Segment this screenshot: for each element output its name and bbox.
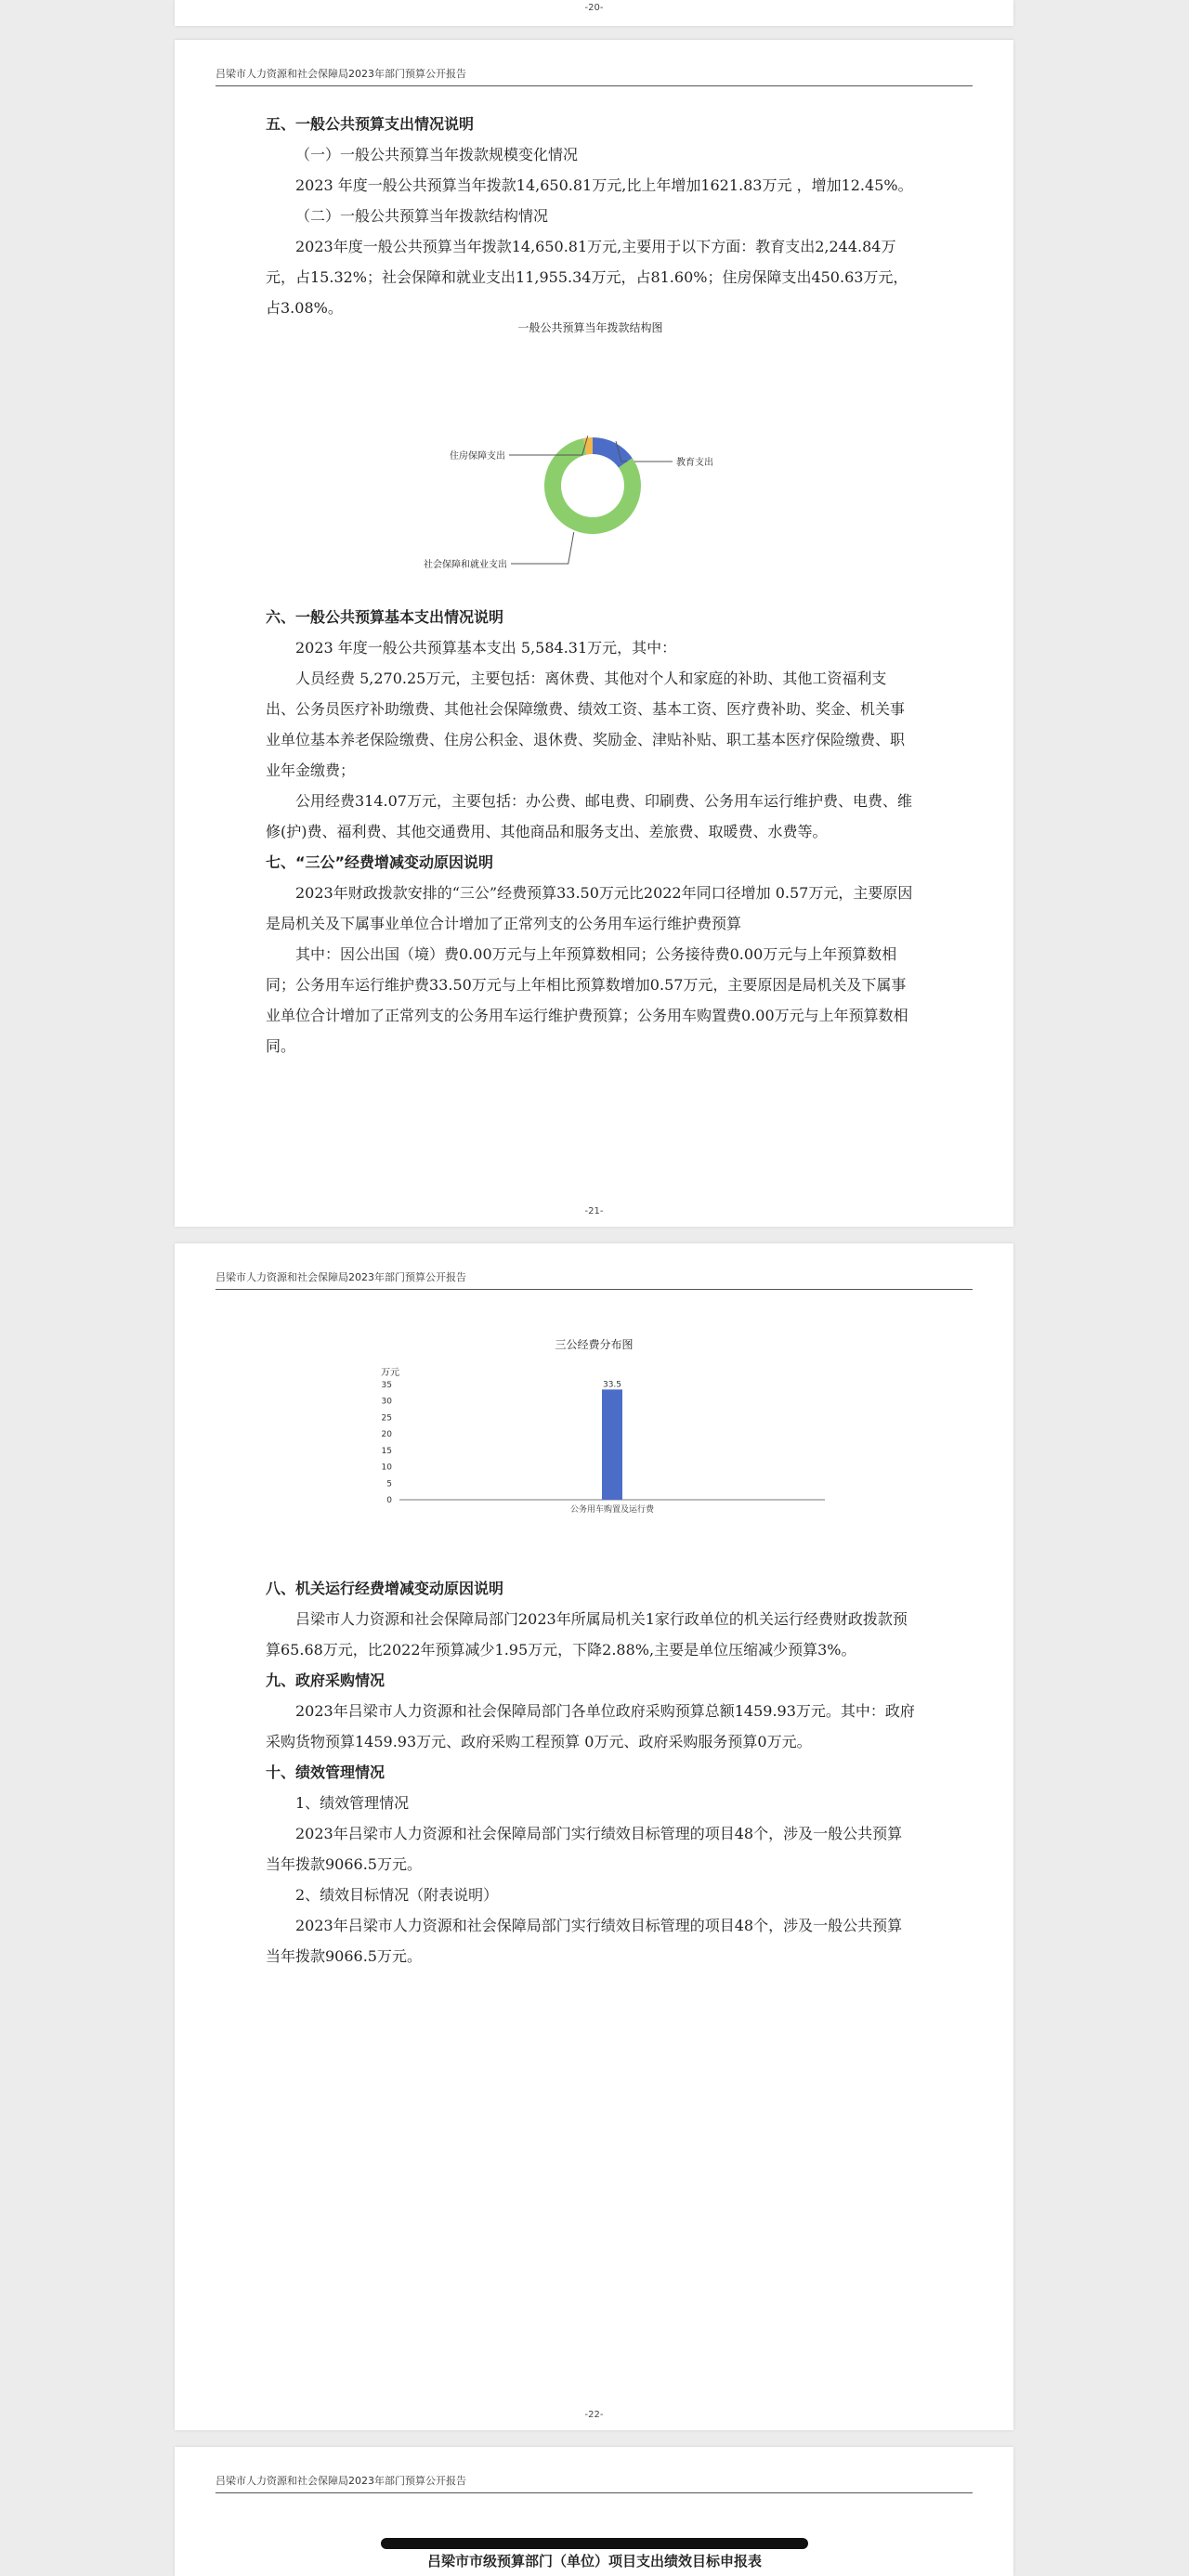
section-5-subtitle-2: （二）一般公共预算当年拨款结构情况 [295,207,549,225]
home-indicator[interactable] [381,2538,808,2549]
donut-label-3: 住房保障支出 [450,451,505,462]
donut-label-2: 社会保障和就业支出 [424,560,507,570]
section-10-subtitle-2: 2、绩效目标情况（附表说明） [295,1886,499,1904]
page-number: -21- [584,1206,604,1216]
section-7-paragraph-1: 2023年财政拨款安排的“三公”经费预算33.50万元比2022年同口径增加 0.57万元，主要原因是局机关及下属事业单位合计增加了正常列支的公务用车运行维护费预算 [266,884,913,932]
section-5-title: 五、一般公共预算支出情况说明 [266,115,475,133]
donut-slice-1 [593,446,625,462]
bar-chart-title: 三公经费分布图 [555,1338,634,1351]
table-title: 吕梁市市级预算部门（单位）项目支出绩效目标申报表 [426,2553,762,2569]
y-tick-label-4: 20 [381,1430,392,1440]
section-6-paragraph-3: 公用经费314.07万元，主要包括：办公费、邮电费、印刷费、公务用车运行维护费、电费、维修(护)费、福利费、其他交通费用、其他商品和服务支出、差旅费、取暖费、水费等。 [266,792,912,840]
section-6-title: 六、一般公共预算基本支出情况说明 [266,608,504,626]
page-header: 吕梁市人力资源和社会保障局2023年部门预算公开报告 [216,1269,973,1290]
bar-chart [342,1364,843,1513]
y-tick-label-2: 10 [381,1463,392,1473]
page-20-bottom [175,0,1013,26]
section-10-paragraph-1: 2023年吕梁市人力资源和社会保障局部门实行绩效目标管理的项目48个，涉及一般公共预算当年拨款9066.5万元。 [266,1825,903,1873]
page-21-content-lower [266,602,915,1061]
x-category-label-1: 公务用车购置及运行费 [569,1505,655,1513]
section-10-subtitle-1: 1、绩效管理情况 [295,1794,410,1812]
donut-chart-title: 一般公共预算当年拨款结构图 [517,321,663,334]
section-10-paragraph-2: 2023年吕梁市人力资源和社会保障局部门实行绩效目标管理的项目48个，涉及一般公共预算当年拨款9066.5万元。 [266,1917,903,1965]
y-tick-label-7: 35 [381,1381,392,1390]
section-6-paragraph-1: 2023 年度一般公共预算基本支出 5,584.31万元，其中： [295,639,677,657]
page-21 [175,40,1013,1227]
section-9-paragraph-1: 2023年吕梁市人力资源和社会保障局部门各单位政府采购预算总额1459.93万元。其中：政府采购货物预算1459.93万元、政府采购工程预算 0万元、政府采购服务预算0万元。 [266,1702,915,1750]
page-22 [175,1243,1013,2430]
section-5-paragraph-1: 2023 年度一般公共预算当年拨款14,650.81万元,比上年增加1621.83万元 ，增加12.45%。 [295,176,913,194]
section-5-paragraph-2: 2023年度一般公共预算当年拨款14,650.81万元,主要用于以下方面：教育支出2,244.84万元，占15.32%；社会保障和就业支出11,955.34万元，占81.60%；住房保障支出450.63万元，占3.08%。 [266,238,908,317]
section-6-paragraph-2: 人员经费 5,270.25万元，主要包括：离休费、其他对个人和家庭的补助、其他工资福利支出、公务员医疗补助缴费、其他社会保障缴费、绩效工资、基本工资、医疗费补助、奖金、机关事业单位基本养老保险缴费、住房公积金、退休费、奖励金、津贴补贴、职工基本医疗保险缴费、职业年金缴费； [266,670,906,779]
bar-1 [602,1389,622,1500]
donut-chart [398,397,788,583]
section-8-title: 八、机关运行经费增减变动原因说明 [266,1580,504,1597]
donut-label-1: 教育支出 [676,458,713,468]
page-header: 吕梁市人力资源和社会保障局2023年部门预算公开报告 [216,2473,973,2493]
page-number: -20- [584,3,604,13]
donut-leader-line-2 [511,532,574,564]
section-8-paragraph-1: 吕梁市人力资源和社会保障局部门2023年所属局机关1家行政单位的机关运行经费财政拨款预算65.68万元，比2022年预算减少1.95万元，下降2.88%,主要是单位压缩减少预算3%。 [266,1610,908,1659]
page-header: 吕梁市人力资源和社会保障局2023年部门预算公开报告 [216,66,973,86]
page-21-content [266,109,915,336]
y-tick-label-1: 5 [386,1479,392,1490]
y-tick-label-5: 25 [381,1413,392,1424]
section-7-paragraph-2: 其中：因公出国（境）费0.00万元与上年预算数相同；公务接待费0.00万元与上年预算数相同；公务用车运行维护费33.50万元与上年相比预算数增加0.57万元，主要原因是局机关及下属事业单位合计增加了正常列支的公务用车运行维护费预算；公务用车购置费0.00万元与上年预算数相同。 [266,945,908,1055]
donut-slice-3 [585,446,593,447]
page-22-content [266,1573,915,1971]
bar-data-label-1: 33.5 [602,1380,622,1390]
section-10-title: 十、绩效管理情况 [266,1763,385,1781]
y-tick-label-6: 30 [381,1397,392,1407]
page-number: -22- [584,2410,604,2420]
y-axis-unit: 万元 [381,1368,399,1378]
y-tick-label-3: 15 [381,1446,392,1456]
section-7-title: 七、“三公”经费增减变动原因说明 [266,853,494,871]
section-9-title: 九、政府采购情况 [266,1672,385,1689]
y-tick-label-0: 0 [386,1496,392,1505]
section-5-subtitle-1: （一）一般公共预算当年拨款规模变化情况 [295,146,579,163]
